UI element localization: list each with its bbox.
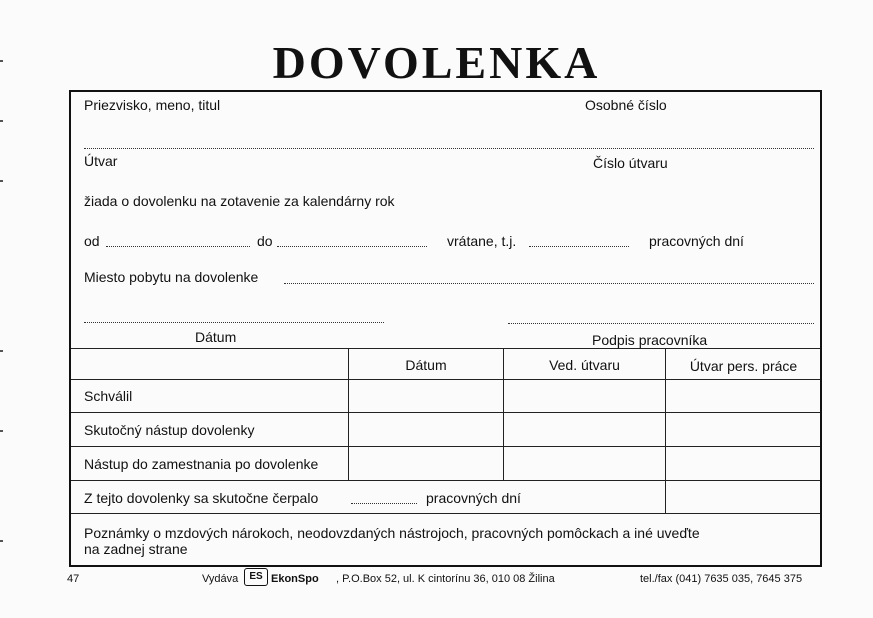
row-return-to-work: Nástup do zamestnania po dovolenke — [84, 456, 319, 472]
table-header-border — [71, 379, 820, 380]
row-divider — [71, 412, 820, 413]
publisher-label: Vydáva — [202, 573, 239, 585]
header-dept-head: Ved. útvaru — [549, 357, 620, 373]
form-title: DOVOLENKA — [272, 37, 601, 88]
personal-number-label: Osobné číslo — [585, 97, 667, 113]
scan-mark — [0, 120, 3, 122]
scan-mark — [0, 180, 3, 182]
table-top-border — [71, 348, 820, 349]
row-approved: Schválil — [84, 388, 133, 404]
notes-line-1: Poznámky o mzdových nárokoch, neodovzdaných nástrojoch, pracovných pomôckach a iné uveďte — [84, 525, 700, 541]
from-date-line[interactable] — [106, 246, 250, 247]
days-count-line[interactable] — [529, 246, 629, 247]
header-hr-dept: Útvar pers. práce — [689, 358, 798, 374]
date-caption: Dátum — [195, 329, 237, 345]
row-divider — [71, 513, 820, 514]
residence-line[interactable] — [284, 283, 814, 284]
publisher-phone: tel./fax (041) 7635 035, 7645 375 — [640, 573, 803, 585]
scan-mark — [0, 430, 3, 432]
publisher-name: EkonSpo — [271, 573, 319, 585]
signature-caption: Podpis pracovníka — [592, 332, 708, 348]
page-number: 47 — [67, 573, 80, 585]
row-actual-start: Skutočný nástup dovolenky — [84, 422, 255, 438]
header-date: Dátum — [405, 357, 447, 373]
taken-days-line[interactable] — [351, 503, 417, 504]
date-line[interactable] — [84, 322, 384, 323]
leave-form — [69, 90, 822, 567]
to-date-line[interactable] — [277, 246, 427, 247]
surname-line[interactable] — [84, 148, 814, 149]
request-text: žiada o dovolenku na zotavenie za kalendárny rok — [84, 193, 395, 209]
department-number-label: Číslo útvaru — [593, 155, 668, 171]
scan-mark — [0, 540, 3, 542]
taken-label: Z tejto dovolenky sa skutočne čerpalo — [84, 490, 319, 506]
ekonspo-logo-icon: ES — [244, 568, 268, 586]
residence-label: Miesto pobytu na dovolenke — [84, 269, 259, 285]
to-label: do — [257, 233, 273, 249]
publisher-address: , P.O.Box 52, ul. K cintorínu 36, 010 08 Žilina — [336, 573, 555, 585]
inclusive-label: vrátane, t.j. — [447, 233, 517, 249]
from-label: od — [84, 233, 100, 249]
row-divider — [71, 480, 820, 481]
surname-label: Priezvisko, meno, titul — [84, 97, 221, 113]
workdays-label: pracovných dní — [649, 233, 744, 249]
notes-line-2: na zadnej strane — [84, 541, 188, 557]
scan-mark — [0, 60, 3, 62]
taken-workdays-label: pracovných dní — [426, 490, 521, 506]
department-label: Útvar — [84, 153, 118, 169]
scan-mark — [0, 350, 3, 352]
row-divider — [71, 446, 820, 447]
signature-line[interactable] — [508, 323, 814, 324]
